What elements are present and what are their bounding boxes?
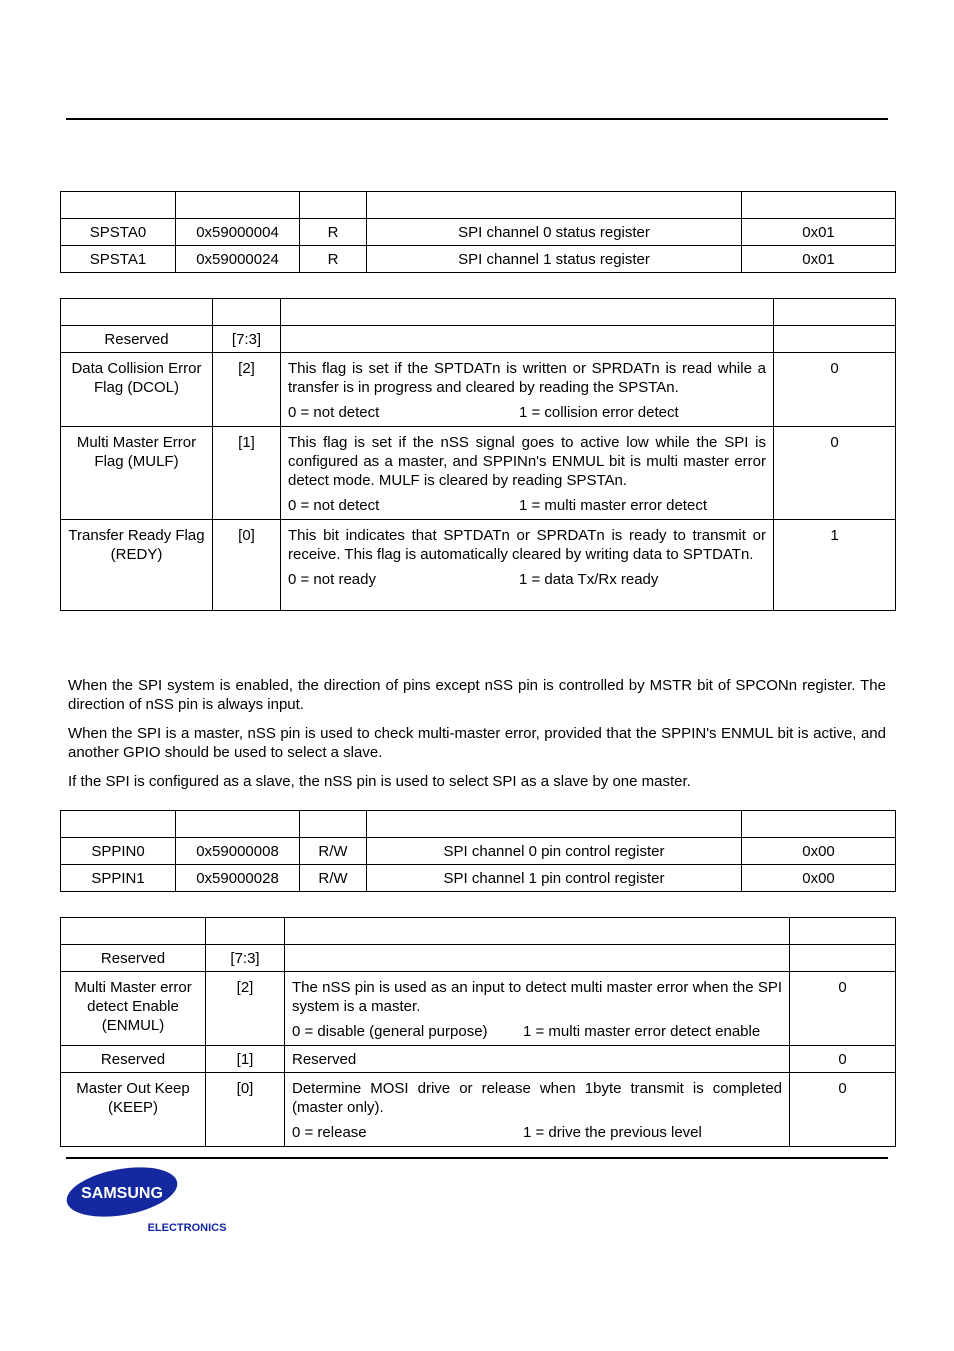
table-header-row <box>61 192 896 219</box>
register-reset: 0x01 <box>742 246 896 273</box>
bit-position: [1] <box>213 427 281 520</box>
bit-field: Data Collision Error Flag (DCOL) <box>61 353 213 427</box>
table-row <box>61 838 896 865</box>
table-row <box>61 972 896 1046</box>
bit-description <box>285 972 790 1046</box>
bit-field: Master Out Keep (KEEP) <box>61 1073 206 1147</box>
sppin-bit-table <box>60 917 896 1147</box>
register-description: SPI channel 1 status register <box>367 246 742 273</box>
option-zero: 0 = disable (general purpose) <box>292 1023 488 1040</box>
bit-initial: 0 <box>774 427 896 520</box>
register-reset: 0x00 <box>742 865 896 892</box>
table-row <box>61 1073 896 1147</box>
register-name: SPPIN0 <box>61 838 176 865</box>
bit-field: Reserved <box>61 945 206 972</box>
bit-description-text: The nSS pin is used as an input to detect multi master error when the SPI system is a master. <box>292 979 782 1015</box>
samsung-logo <box>66 1166 226 1240</box>
bit-description <box>285 1046 790 1073</box>
option-zero: 0 = release <box>292 1124 367 1141</box>
bit-initial: 0 <box>790 1073 896 1147</box>
option-zero: 0 = not ready <box>288 571 376 588</box>
bit-options <box>292 1022 782 1041</box>
bit-description-text: This bit indicates that SPTDATn or SPRDATn is ready to transmit or receive. This flag is automatically cleared by writing data to SPTDATn. <box>288 527 766 563</box>
bit-initial <box>790 945 896 972</box>
bit-position: [0] <box>213 520 281 611</box>
option-one: 1 = data Tx/Rx ready <box>519 571 659 588</box>
bottom-rule <box>66 1157 888 1159</box>
body-paragraph: When the SPI system is enabled, the direction of pins except nSS pin is controlled by MSTR bit of SPCONn register. The direction of nSS pin is always input. <box>68 677 886 713</box>
option-one: 1 = multi master error detect enable <box>523 1023 761 1040</box>
sppin-register-rows <box>61 838 896 892</box>
table-row <box>61 1046 896 1073</box>
bit-field: Reserved <box>61 1046 206 1073</box>
option-zero: 0 = not detect <box>288 497 380 514</box>
bit-position: [0] <box>206 1073 285 1147</box>
bit-description <box>281 326 774 353</box>
spsta-bit-table <box>60 298 896 611</box>
bit-field: Transfer Ready Flag (REDY) <box>61 520 213 611</box>
bit-description <box>285 945 790 972</box>
bit-field: Reserved <box>61 326 213 353</box>
register-rw: R <box>300 219 367 246</box>
register-rw: R/W <box>300 838 367 865</box>
register-description: SPI channel 0 status register <box>367 219 742 246</box>
table-row <box>61 353 896 427</box>
option-one: 1 = multi master error detect <box>519 497 707 514</box>
table-row <box>61 427 896 520</box>
bit-position: [1] <box>206 1046 285 1073</box>
bit-description <box>281 427 774 520</box>
table-row <box>61 246 896 273</box>
register-description: SPI channel 1 pin control register <box>367 865 742 892</box>
register-reset: 0x01 <box>742 219 896 246</box>
body-paragraph: If the SPI is configured as a slave, the nSS pin is used to select SPI as a slave by one master. <box>68 773 691 790</box>
table-header-row <box>61 299 896 326</box>
register-name: SPPIN1 <box>61 865 176 892</box>
bit-position: [2] <box>206 972 285 1046</box>
table-header-row <box>61 811 896 838</box>
bit-initial: 0 <box>790 972 896 1046</box>
bit-options <box>288 403 766 422</box>
register-name: SPSTA1 <box>61 246 176 273</box>
register-address: 0x59000024 <box>176 246 300 273</box>
bit-position: [7:3] <box>213 326 281 353</box>
top-rule <box>66 118 888 120</box>
option-one: 1 = drive the previous level <box>523 1124 702 1141</box>
bit-initial <box>774 326 896 353</box>
bit-description-text: Determine MOSI drive or release when 1byte transmit is completed (master only). <box>292 1080 782 1116</box>
register-description: SPI channel 0 pin control register <box>367 838 742 865</box>
bit-initial: 0 <box>790 1046 896 1073</box>
table-row <box>61 219 896 246</box>
option-zero: 0 = not detect <box>288 404 380 421</box>
table-row <box>61 520 896 611</box>
register-address: 0x59000008 <box>176 838 300 865</box>
register-rw: R/W <box>300 865 367 892</box>
spsta-register-table <box>60 191 896 273</box>
sppin-register-table <box>60 810 896 892</box>
register-address: 0x59000028 <box>176 865 300 892</box>
table-row <box>61 865 896 892</box>
bit-initial: 1 <box>774 520 896 611</box>
bit-position: [2] <box>213 353 281 427</box>
bit-position: [7:3] <box>206 945 285 972</box>
table-row <box>61 945 896 972</box>
register-address: 0x59000004 <box>176 219 300 246</box>
logo-sub-text: ELECTRONICS <box>147 1222 226 1234</box>
bit-field: Multi Master Error Flag (MULF) <box>61 427 213 520</box>
bit-description-text: Reserved <box>292 1051 357 1068</box>
register-rw: R <box>300 246 367 273</box>
bit-initial: 0 <box>774 353 896 427</box>
register-name: SPSTA0 <box>61 219 176 246</box>
option-one: 1 = collision error detect <box>519 404 679 421</box>
bit-description-text: This flag is set if the nSS signal goes to active low while the SPI is configured as a master, and SPPINn's ENMUL bit is multi master error detect mode. MULF is cleared by reading SPSTAn. <box>288 434 766 489</box>
register-reset: 0x00 <box>742 838 896 865</box>
bit-description <box>281 353 774 427</box>
bit-description <box>285 1073 790 1147</box>
body-paragraph: When the SPI is a master, nSS pin is used to check multi-master error, provided that the SPPIN's ENMUL bit is active, and another GPIO should be used to select a slave. <box>68 725 886 761</box>
table-header-row <box>61 918 896 945</box>
bit-options <box>292 1123 782 1142</box>
bit-description <box>281 520 774 611</box>
logo-brand-text: SAMSUNG <box>81 1185 163 1202</box>
spsta-register-rows <box>61 219 896 273</box>
bit-options <box>288 496 766 515</box>
bit-options <box>288 570 766 589</box>
bit-description-text: This flag is set if the SPTDATn is written or SPRDATn is read while a transfer is in progress and cleared by reading the SPSTAn. <box>288 360 766 396</box>
samsung-logo-icon <box>66 1166 226 1236</box>
bit-field: Multi Master error detect Enable (ENMUL) <box>61 972 206 1046</box>
table-row <box>61 326 896 353</box>
